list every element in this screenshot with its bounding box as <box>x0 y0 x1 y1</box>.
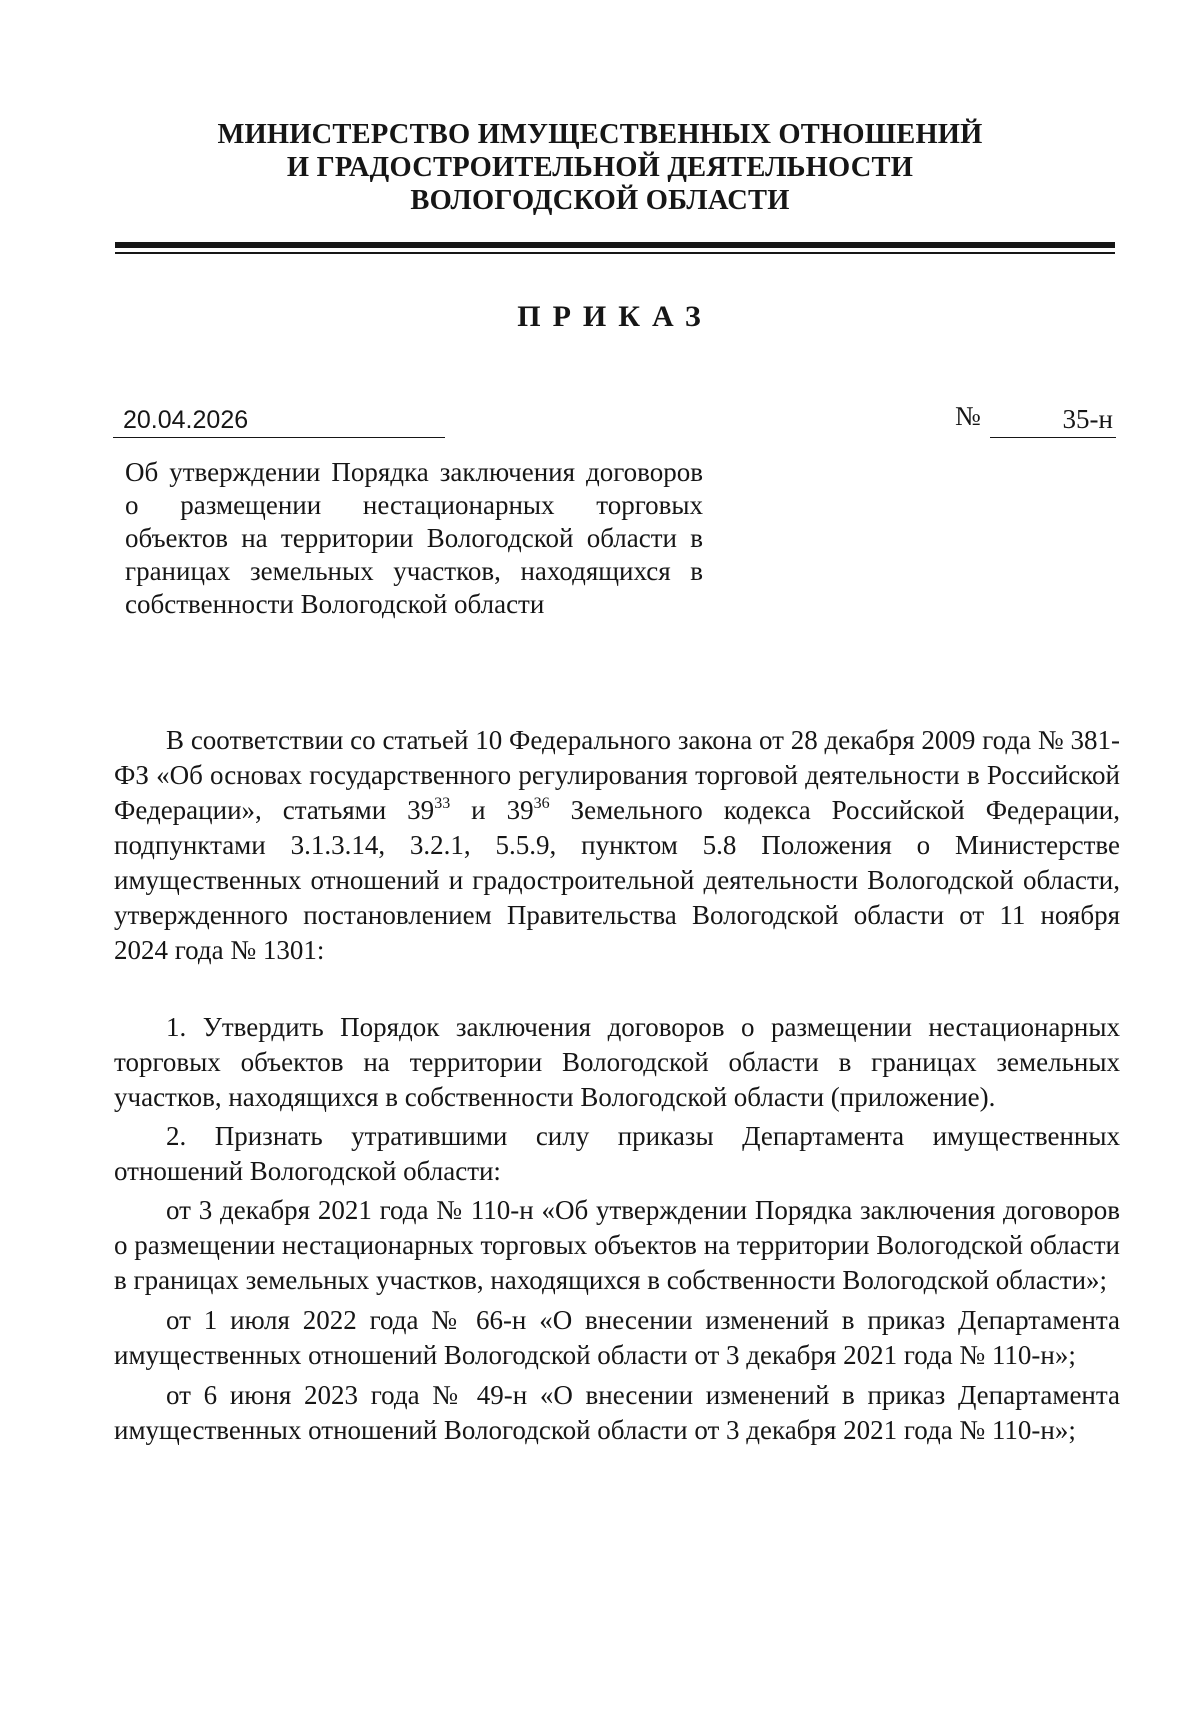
ministry-header-line: И ГРАДОСТРОИТЕЛЬНОЙ ДЕЯТЕЛЬНОСТИ <box>286 152 914 183</box>
order-items <box>114 1010 1120 1453</box>
preamble-text-part: и 39 <box>450 795 534 825</box>
preamble-text-part: Земельного кодекса Российской Федерации, подпунктами 3.1.3.14, 3.2.1, 5.5.9, пунктом 5.8 Положения о Министерстве имущественных отношений и градостроительной деятельности Вологодской области, утвержденного постановлением Правительства Вологодской области от 11 ноября 2024 года № 1301: <box>114 795 1120 965</box>
document-subject: Об утверждении Порядка заключения договоров о размещении нестационарных торговых объектов на территории Вологодской области в границах земельных участков, находящихся в собственности Вологодской области <box>125 457 703 619</box>
date-field <box>113 403 445 438</box>
superscript: 36 <box>533 795 550 812</box>
order-item: 1. Утвердить Порядок заключения договоров о размещении нестационарных торговых объектов на территории Вологодской области в границах земельных участков, находящихся в собственности Вологодской области (приложение). <box>114 1012 1120 1112</box>
repealed-order-item: от 1 июля 2022 года № 66-н «О внесении изменений в приказ Департамента имущественных отношений Вологодской области от 3 декабря 2021 года № 110-н»; <box>114 1305 1120 1370</box>
document-date: 20.04.2026 <box>123 406 249 434</box>
repealed-order-item: от 3 декабря 2021 года № 110-н «Об утверждении Порядка заключения договоров о размещении нестационарных торговых объектов на территории Вологодской области в границах земельных участков, находящихся в собственности Вологодской области»; <box>114 1195 1120 1295</box>
document-type-title: ПРИКАЗ <box>517 300 713 333</box>
repealed-order-item: от 6 июня 2023 года № 49-н «О внесении изменений в приказ Департамента имущественных отношений Вологодской области от 3 декабря 2021 года № 110-н»; <box>114 1380 1120 1445</box>
document-number: 35-н <box>1062 404 1113 434</box>
order-item: 2. Признать утратившими силу приказы Департамента имущественных отношений Вологодской области: <box>114 1121 1120 1186</box>
header-divider-thick <box>115 242 1115 248</box>
number-field <box>990 403 1116 438</box>
number-sign: № <box>955 401 981 431</box>
preamble <box>114 723 1120 968</box>
preamble-text-part: В соответствии со статьей 10 Федерального закона от 28 декабря 2009 года № 381-ФЗ «Об основах государственного регулирования торговой деятельности в Российской Федерации», статьями 39 <box>114 725 1120 825</box>
ministry-header <box>100 118 1100 217</box>
ministry-header-line: ВОЛОГОДСКОЙ ОБЛАСТИ <box>410 185 790 216</box>
ministry-header-line: МИНИСТЕРСТВО ИМУЩЕСТВЕННЫХ ОТНОШЕНИЙ <box>217 119 983 150</box>
header-divider-thin <box>115 252 1115 254</box>
superscript: 33 <box>434 795 451 812</box>
preamble-paragraph <box>114 723 1120 968</box>
